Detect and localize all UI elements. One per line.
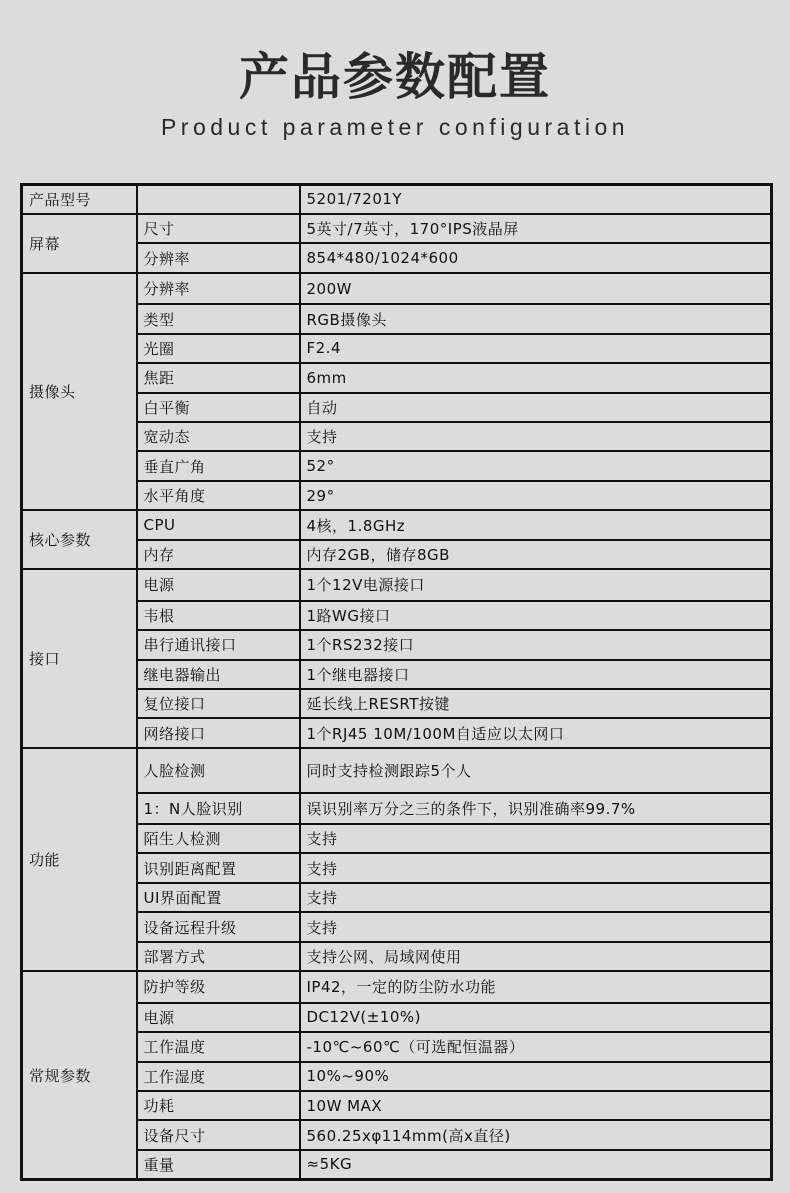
parameter-value-cell: 29°: [300, 481, 772, 510]
group-name-cell: 摄像头: [22, 273, 137, 511]
parameter-value-cell: IP42，一定的防尘防水功能: [300, 971, 772, 1002]
parameter-label-cell: 工作湿度: [137, 1062, 300, 1091]
parameter-value-cell: 6mm: [300, 363, 772, 392]
parameter-value-cell: 1个RJ45 10M/100M自适应以太网口: [300, 718, 772, 747]
parameter-value-cell: 同时支持检测跟踪5个人: [300, 748, 772, 793]
parameter-value-cell: 支持: [300, 824, 772, 853]
parameter-value-cell: 1个继电器接口: [300, 660, 772, 689]
parameter-label-cell: 分辨率: [137, 273, 300, 304]
parameter-value-cell: 支持公网、局域网使用: [300, 942, 772, 971]
parameter-value-cell: 1个12V电源接口: [300, 569, 772, 600]
page-title: 产品参数配置: [239, 48, 551, 106]
parameter-label-cell: [137, 185, 300, 214]
parameter-value-cell: DC12V(±10%): [300, 1003, 772, 1032]
parameter-label-cell: UI界面配置: [137, 883, 300, 912]
parameter-label-cell: 垂直广角: [137, 451, 300, 480]
parameter-table: [20, 183, 773, 1181]
parameter-value-cell: 支持: [300, 422, 772, 451]
parameter-value-cell: RGB摄像头: [300, 304, 772, 333]
group-name-cell: 功能: [22, 748, 137, 971]
group-name-cell: 核心参数: [22, 510, 137, 569]
parameter-label-cell: 光圈: [137, 334, 300, 363]
parameter-value-cell: 1路WG接口: [300, 601, 772, 630]
parameter-table-body: [22, 185, 772, 1180]
parameter-value-cell: -10℃~60℃（可选配恒温器）: [300, 1032, 772, 1061]
parameter-label-cell: CPU: [137, 510, 300, 539]
parameter-value-cell: 52°: [300, 451, 772, 480]
parameter-label-cell: 类型: [137, 304, 300, 333]
parameter-label-cell: 电源: [137, 569, 300, 600]
parameter-value-cell: ≈5KG: [300, 1150, 772, 1180]
parameter-value-cell: 误识别率万分之三的条件下，识别准确率99.7%: [300, 793, 772, 824]
parameter-value-cell: 延长线上RESRT按键: [300, 689, 772, 718]
parameter-label-cell: 水平角度: [137, 481, 300, 510]
parameter-label-cell: 白平衡: [137, 393, 300, 422]
table-row: [22, 971, 772, 1002]
parameter-value-cell: 支持: [300, 853, 772, 882]
group-name-cell: 接口: [22, 569, 137, 748]
table-row: [22, 214, 772, 243]
table-row: [22, 185, 772, 214]
parameter-value-cell: 内存2GB，储存8GB: [300, 540, 772, 569]
parameter-label-cell: 功耗: [137, 1091, 300, 1120]
parameter-value-cell: 10%~90%: [300, 1062, 772, 1091]
parameter-label-cell: 韦根: [137, 601, 300, 630]
parameter-label-cell: 防护等级: [137, 971, 300, 1002]
parameter-label-cell: 重量: [137, 1150, 300, 1180]
parameter-value-cell: F2.4: [300, 334, 772, 363]
parameter-label-cell: 人脸检测: [137, 748, 300, 793]
parameter-value-cell: 854*480/1024*600: [300, 243, 772, 272]
parameter-label-cell: 工作温度: [137, 1032, 300, 1061]
parameter-label-cell: 陌生人检测: [137, 824, 300, 853]
parameter-value-cell: 5英寸/7英寸，170°IPS液晶屏: [300, 214, 772, 243]
parameter-label-cell: 设备远程升级: [137, 912, 300, 941]
table-row: [22, 273, 772, 304]
parameter-label-cell: 识别距离配置: [137, 853, 300, 882]
group-name-cell: 产品型号: [22, 185, 137, 214]
parameter-value-cell: 200W: [300, 273, 772, 304]
parameter-label-cell: 设备尺寸: [137, 1120, 300, 1149]
parameter-label-cell: 1：N人脸识别: [137, 793, 300, 824]
parameter-label-cell: 尺寸: [137, 214, 300, 243]
parameter-value-cell: 支持: [300, 883, 772, 912]
parameter-value-cell: 5201/7201Y: [300, 185, 772, 214]
parameter-value-cell: 1个RS232接口: [300, 630, 772, 659]
parameter-label-cell: 复位接口: [137, 689, 300, 718]
parameter-label-cell: 内存: [137, 540, 300, 569]
page-subtitle: Product parameter configuration: [160, 114, 630, 140]
group-name-cell: 常规参数: [22, 971, 137, 1179]
table-row: [22, 569, 772, 600]
parameter-value-cell: 支持: [300, 912, 772, 941]
parameter-label-cell: 分辨率: [137, 243, 300, 272]
parameter-label-cell: 电源: [137, 1003, 300, 1032]
parameter-label-cell: 部署方式: [137, 942, 300, 971]
table-row: [22, 748, 772, 793]
parameter-label-cell: 网络接口: [137, 718, 300, 747]
parameter-label-cell: 串行通讯接口: [137, 630, 300, 659]
parameter-label-cell: 焦距: [137, 363, 300, 392]
table-row: [22, 510, 772, 539]
parameter-value-cell: 4核，1.8GHz: [300, 510, 772, 539]
parameter-value-cell: 560.25xφ114mm(高x直径): [300, 1120, 772, 1149]
group-name-cell: 屏幕: [22, 214, 137, 273]
parameter-value-cell: 自动: [300, 393, 772, 422]
parameter-label-cell: 继电器输出: [137, 660, 300, 689]
parameter-label-cell: 宽动态: [137, 422, 300, 451]
parameter-value-cell: 10W MAX: [300, 1091, 772, 1120]
